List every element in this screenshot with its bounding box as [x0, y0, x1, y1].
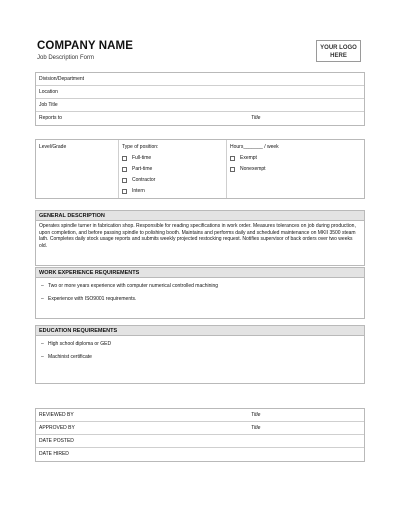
experience-list[interactable] — [36, 278, 364, 304]
list-item — [39, 341, 361, 348]
signoff-label: DATE POSTED — [39, 438, 74, 444]
dash-bullet: – — [41, 353, 44, 360]
option-intern[interactable] — [122, 188, 223, 194]
general-description-section — [35, 210, 365, 266]
dash-bullet: – — [41, 341, 44, 347]
list-item-text: Two or more years experience with computer numerical controlled machining — [48, 283, 219, 289]
info-label: Job Title — [39, 102, 58, 108]
signoff-row-date-posted[interactable] — [36, 435, 364, 448]
option-contractor[interactable] — [122, 177, 223, 183]
company-name: COMPANY NAME — [37, 40, 133, 52]
signoff-label: APPROVED BY — [39, 425, 75, 431]
list-item — [39, 296, 361, 303]
level-grade-cell[interactable] — [36, 140, 118, 198]
signoff-table — [35, 408, 365, 462]
section-heading: WORK EXPERIENCE REQUIREMENTS — [36, 268, 364, 278]
list-item — [39, 354, 361, 361]
logo-placeholder — [316, 40, 361, 62]
education-section — [35, 325, 365, 384]
section-heading: GENERAL DESCRIPTION — [36, 211, 364, 221]
title-label: Title — [251, 412, 261, 418]
work-experience-section — [35, 267, 365, 319]
list-item-text: Experience with ISO9001 requirements. — [48, 295, 137, 302]
position-table — [35, 139, 365, 199]
checkbox[interactable] — [122, 156, 127, 161]
signoff-row-reviewed[interactable] — [36, 409, 364, 422]
general-description-text[interactable]: Operates spindle turner in fabrication shop. Responsible for reading specifications in work order. Measures tolerances on job during production, upon completion, and before passing spindle to polishing booth. Maintains and performs daily and scheduled maintenance on MKII 3500 steam lath. Completes daily stock usage reports and submits weekly projected restocking request. Notifies supervisor of back orders over two weeks old. — [39, 223, 356, 249]
option-label: Part-time — [132, 166, 153, 172]
checkbox[interactable] — [230, 156, 235, 161]
info-label: Division/Department — [39, 76, 85, 82]
option-label: Contractor — [132, 177, 156, 183]
option-label: Full-time — [132, 155, 152, 161]
info-label: Reports to — [39, 115, 63, 121]
info-row-division[interactable] — [36, 73, 364, 86]
position-type-label: Type of position: — [122, 144, 159, 150]
hours-label[interactable]: Hours_______ / week — [230, 144, 279, 150]
hours-cell — [226, 140, 364, 198]
option-full-time[interactable] — [122, 155, 223, 161]
title-label: Title — [251, 425, 261, 431]
info-row-location[interactable] — [36, 86, 364, 99]
section-heading: EDUCATION REQUIREMENTS — [36, 326, 364, 336]
education-list[interactable] — [36, 336, 364, 362]
checkbox[interactable] — [122, 167, 127, 172]
info-row-reports-to[interactable] — [36, 112, 364, 125]
logo-text-line2: HERE — [330, 53, 347, 59]
signoff-label: DATE HIRED — [39, 451, 69, 457]
option-label: Nonexempt — [240, 166, 266, 172]
signoff-label: REVIEWED BY — [39, 412, 74, 418]
list-item-text: Machinist certificate — [48, 353, 92, 360]
list-item — [39, 283, 361, 290]
info-label: Location — [39, 89, 58, 95]
title-label: Title — [251, 115, 261, 121]
option-label: Intern — [132, 188, 145, 194]
checkbox[interactable] — [122, 178, 127, 183]
position-type-cell — [118, 140, 226, 198]
form-title: Job Description Form — [37, 55, 95, 61]
option-label: Exempt — [240, 155, 257, 161]
option-part-time[interactable] — [122, 166, 223, 172]
info-row-job-title[interactable] — [36, 99, 364, 112]
info-table — [35, 72, 365, 126]
signoff-row-date-hired[interactable] — [36, 448, 364, 461]
list-item-text: High school diploma or GED — [48, 341, 112, 347]
option-exempt[interactable] — [230, 155, 361, 161]
dash-bullet: – — [41, 283, 44, 289]
level-grade-label: Level/Grade — [39, 144, 67, 150]
dash-bullet: – — [41, 295, 44, 302]
logo-text-line1: YOUR LOGO — [320, 45, 357, 51]
checkbox[interactable] — [230, 167, 235, 172]
checkbox[interactable] — [122, 189, 127, 194]
option-nonexempt[interactable] — [230, 166, 361, 172]
signoff-row-approved[interactable] — [36, 422, 364, 435]
